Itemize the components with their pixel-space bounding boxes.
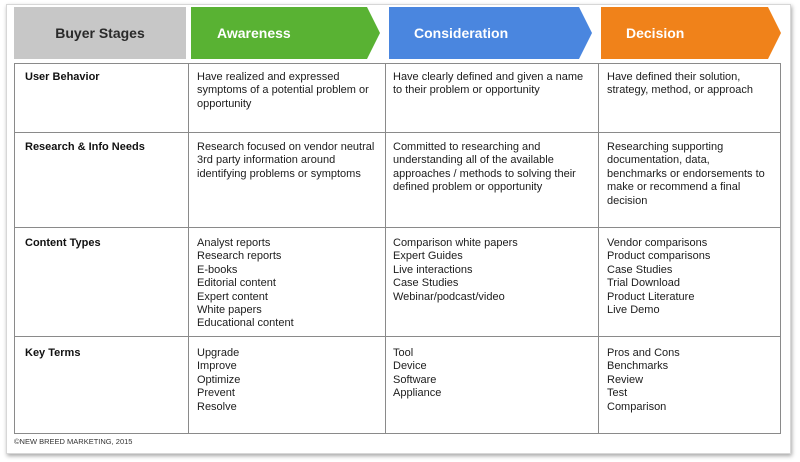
- cell-line: Educational content: [197, 317, 294, 330]
- cell-line: Live Demo: [607, 304, 660, 317]
- cell-line: Research focused on vendor neutral: [197, 141, 375, 153]
- column-divider: [14, 63, 15, 434]
- cell-line: E-books: [197, 263, 238, 276]
- stages-grid: [14, 63, 781, 434]
- cell-line: Vendor comparisons: [607, 237, 708, 249]
- cell-content-consideration: [393, 237, 518, 304]
- header-stage-awareness: [191, 7, 380, 59]
- cell-line: documentation, data,: [607, 154, 710, 167]
- cell-key-terms-consideration: [393, 347, 441, 401]
- header-stage-decision: [601, 7, 781, 59]
- cell-line: Appliance: [393, 387, 442, 400]
- cell-line: make or recommend a final: [607, 181, 741, 194]
- cell-line: Resolve: [197, 400, 237, 413]
- header-stage-label: Awareness: [217, 25, 291, 41]
- cell-line: Tool: [393, 347, 414, 359]
- cell-line: Comparison: [607, 400, 667, 413]
- cell-line: Case Studies: [607, 263, 673, 276]
- cell-line: Optimize: [197, 373, 241, 386]
- cell-line: Have defined their solution,: [607, 71, 741, 83]
- cell-line: Expert content: [197, 290, 268, 303]
- cell-line: understanding all of the available: [393, 154, 554, 167]
- cell-line: Case Studies: [393, 277, 459, 290]
- cell-key-terms-awareness: [197, 347, 240, 414]
- cell-line: Webinar/podcast/video: [393, 290, 505, 303]
- row-divider: [14, 227, 781, 228]
- cell-line: Prevent: [197, 387, 235, 400]
- cell-line: Editorial content: [197, 277, 276, 290]
- copyright-footer: ©NEW BREED MARKETING, 2015: [14, 437, 133, 446]
- row-label-research-info-needs: Research & Info Needs: [25, 141, 145, 153]
- cell-user-behavior-awareness: [197, 71, 369, 111]
- header-buyer-label: Buyer Stages: [55, 25, 145, 41]
- cell-line: opportunity: [197, 97, 252, 110]
- cell-line: Product comparisons: [607, 250, 711, 263]
- cell-line: Live interactions: [393, 263, 473, 276]
- row-label-key-terms: Key Terms: [25, 347, 81, 359]
- header-stage-label: Decision: [626, 25, 685, 41]
- cell-line: White papers: [197, 304, 262, 317]
- cell-line: Improve: [197, 360, 237, 373]
- cell-line: symptoms of a potential problem or: [197, 84, 369, 97]
- cell-line: Upgrade: [197, 347, 240, 359]
- cell-line: Researching supporting: [607, 141, 724, 153]
- cell-line: Test: [607, 387, 628, 400]
- cell-line: Software: [393, 373, 437, 386]
- row-divider: [14, 132, 781, 133]
- cell-line: Benchmarks: [607, 360, 669, 373]
- cell-line: benchmarks or endorsements to: [607, 167, 765, 180]
- cell-user-behavior-decision: [607, 71, 753, 98]
- cell-line: decision: [607, 194, 648, 207]
- cell-content-awareness: [197, 237, 294, 331]
- header-stage-label: Consideration: [414, 25, 509, 41]
- header-stage-consideration: [389, 7, 592, 59]
- cell-line: approaches / methods to solving their: [393, 167, 576, 180]
- cell-line: identifying problems or symptoms: [197, 167, 361, 180]
- cell-line: Research reports: [197, 250, 282, 263]
- row-divider: [14, 63, 781, 64]
- column-divider: [188, 63, 189, 434]
- cell-research-consideration: [393, 141, 576, 195]
- cell-line: Have clearly defined and given a name: [393, 71, 584, 83]
- cell-research-decision: [607, 141, 765, 208]
- cell-key-terms-decision: [607, 347, 680, 414]
- cell-line: strategy, method, or approach: [607, 84, 753, 97]
- row-label-content-types: Content Types: [25, 237, 101, 249]
- cell-line: Analyst reports: [197, 237, 271, 249]
- cell-line: Review: [607, 373, 644, 386]
- cell-line: Committed to researching and: [393, 141, 541, 153]
- cell-content-decision: [607, 237, 710, 317]
- column-divider: [385, 63, 386, 434]
- cell-line: Product Literature: [607, 290, 695, 303]
- cell-line: defined problem or opportunity: [393, 181, 543, 194]
- header-buyer-stages: [14, 7, 186, 59]
- cell-line: Trial Download: [607, 277, 680, 290]
- cell-line: Have realized and expressed: [197, 71, 340, 83]
- cell-line: Device: [393, 360, 427, 373]
- cell-user-behavior-consideration: [393, 71, 583, 98]
- row-label-user-behavior: User Behavior: [25, 71, 100, 83]
- cell-line: Pros and Cons: [607, 347, 680, 359]
- cell-line: Comparison white papers: [393, 237, 518, 249]
- cell-line: 3rd party information around: [197, 154, 336, 167]
- cell-research-awareness: [197, 141, 374, 181]
- column-divider: [780, 63, 781, 434]
- row-divider: [14, 336, 781, 337]
- cell-line: to their problem or opportunity: [393, 84, 540, 97]
- column-divider: [598, 63, 599, 434]
- row-divider: [14, 433, 781, 434]
- cell-line: Expert Guides: [393, 250, 463, 263]
